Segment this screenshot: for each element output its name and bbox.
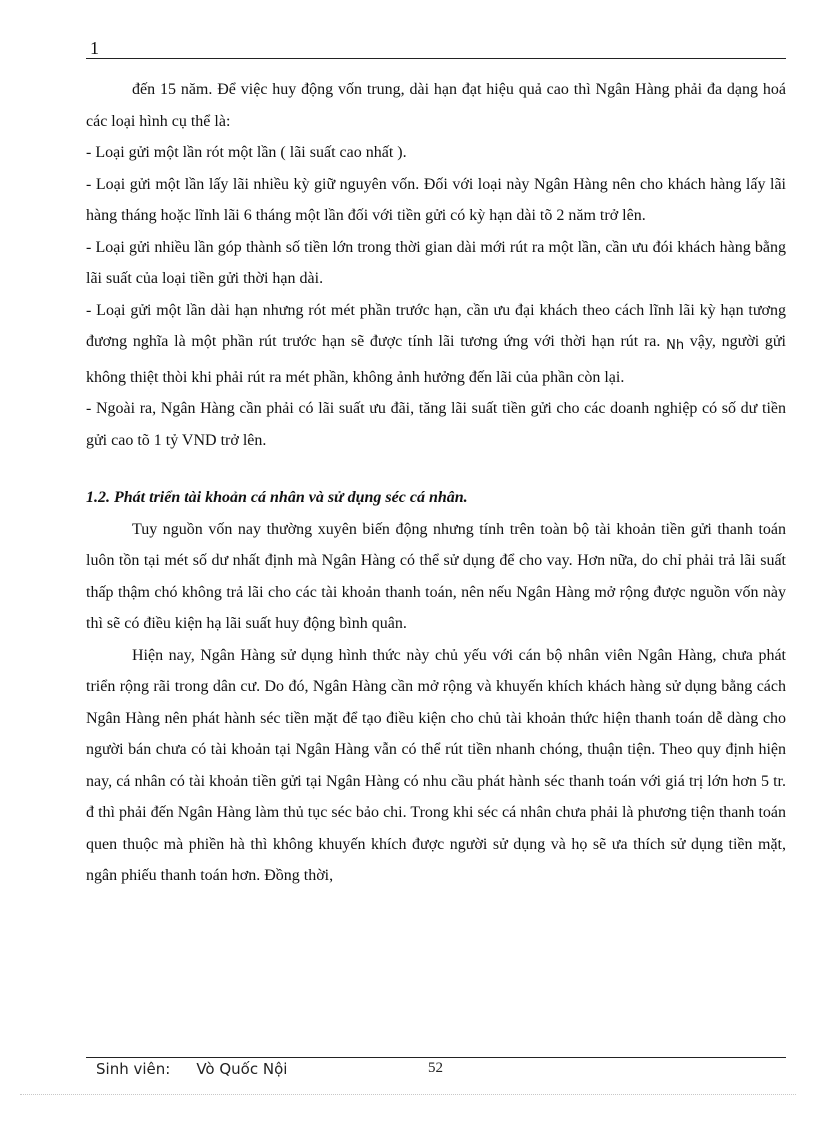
bullet-item: - Loại gửi nhiều lần góp thành số tiền lớn trong thời gian dài mới rút ra một lần, cần ưu đói khách hàng bằng lãi suất của loại tiền gửi thời hạn dài. bbox=[86, 238, 786, 287]
header-divider bbox=[86, 58, 786, 59]
footer-name: Vò Quốc Nội bbox=[196, 1060, 288, 1078]
page-number: 52 bbox=[428, 1060, 443, 1076]
paragraph: Hiện nay, Ngân Hàng sử dụng hình thức này chủ yếu với cán bộ nhân viên Ngân Hàng, chưa phát triển rộng rãi trong dân cư. Do đó, Ngân Hàng cần mở rộng và khuyến khích khách hàng sử dụng bằng cách Ngân Hàng nên phát hành séc tiền mặt để tạo điều kiện cho chủ tài khoản thức hiện thanh toán dễ dàng cho người bán chưa có tài khoản tại Ngân Hàng vẫn có thể rút tiền nhanh chóng, thuận tiện. Theo quy định hiện nay, cá nhân có tài khoản tiền gửi tại Ngân Hàng có nhu cầu phát hành séc thanh toán với giá trị lớn hơn 5 tr. đ thì phải đến Ngân Hàng làm thủ tục séc bảo chi. Trong khi séc cá nhân chưa phải là phương tiện thanh toán quen thuộc mà phiền hà thì không khuyến khích được người sử dụng và họ sẽ ưa thích sử dụng tiền mặt, ngân phiếu thanh toán hơn. Đồng thời, bbox=[86, 646, 786, 884]
bullet-text-continued: vậy, người gửi không thiệt thòi khi phải rút ra mét phần, không ảnh hưởng đến lãi của phần còn lại. bbox=[86, 333, 787, 386]
inline-fragment: Nh bbox=[666, 338, 685, 353]
footer-author bbox=[96, 1060, 287, 1078]
document-body bbox=[86, 74, 786, 892]
bullet-text: - Loại gửi một lần dài hạn nhưng rót mét phần trước hạn, cần ưu đại khách theo cách lĩnh lãi kỳ hạn tương đương nghĩa là một phần rút trước hạn sẽ được tính lãi tương ứng với thời hạn rút ra. bbox=[86, 301, 786, 350]
footer-label: Sinh viên: bbox=[96, 1060, 171, 1078]
bullet-item: - Loại gửi một lần rót một lần ( lãi suất cao nhất ). bbox=[86, 144, 407, 161]
section-heading: 1.2. Phát triển tài khoản cá nhân và sử dụng séc cá nhân. bbox=[86, 489, 468, 506]
footer-divider bbox=[86, 1057, 786, 1058]
paragraph: Tuy nguồn vốn nay thường xuyên biến động nhưng tính trên toàn bộ tài khoản tiền gửi thanh toán luôn tồn tại mét số dư nhất định mà Ngân Hàng có thể sử dụng để cho vay. Hơn nữa, do chỉ phải trả lãi suất thấp thậm chó không trả lãi cho các tài khoản thanh toán, nên nếu Ngân Hàng mở rộng được nguồn vốn này thì sẽ có điều kiện hạ lãi suất huy động bình quân. bbox=[86, 520, 786, 632]
bullet-item: - Ngoài ra, Ngân Hàng cần phải có lãi suất ưu đãi, tăng lãi suất tiền gửi cho các doanh nghiệp có số dư tiền gửi cao tõ 1 tỷ VND trở lên. bbox=[86, 400, 786, 449]
paragraph-continuation: đến 15 năm. Để việc huy động vốn trung, dài hạn đạt hiệu quả cao thì Ngân Hàng phải đa dạng hoá các loại hình cụ thể là: bbox=[86, 81, 786, 130]
header-number: 1 bbox=[90, 38, 99, 58]
bullet-item bbox=[86, 295, 786, 394]
page-bottom-dotted-line bbox=[20, 1094, 796, 1095]
bullet-item: - Loại gửi một lần lấy lãi nhiều kỳ giữ nguyên vốn. Đối với loại này Ngân Hàng nên cho khách hàng lấy lãi hàng tháng hoặc lĩnh lãi 6 tháng một lần đối với tiền gửi có kỳ hạn dài tõ 2 năm trở lên. bbox=[86, 175, 786, 224]
